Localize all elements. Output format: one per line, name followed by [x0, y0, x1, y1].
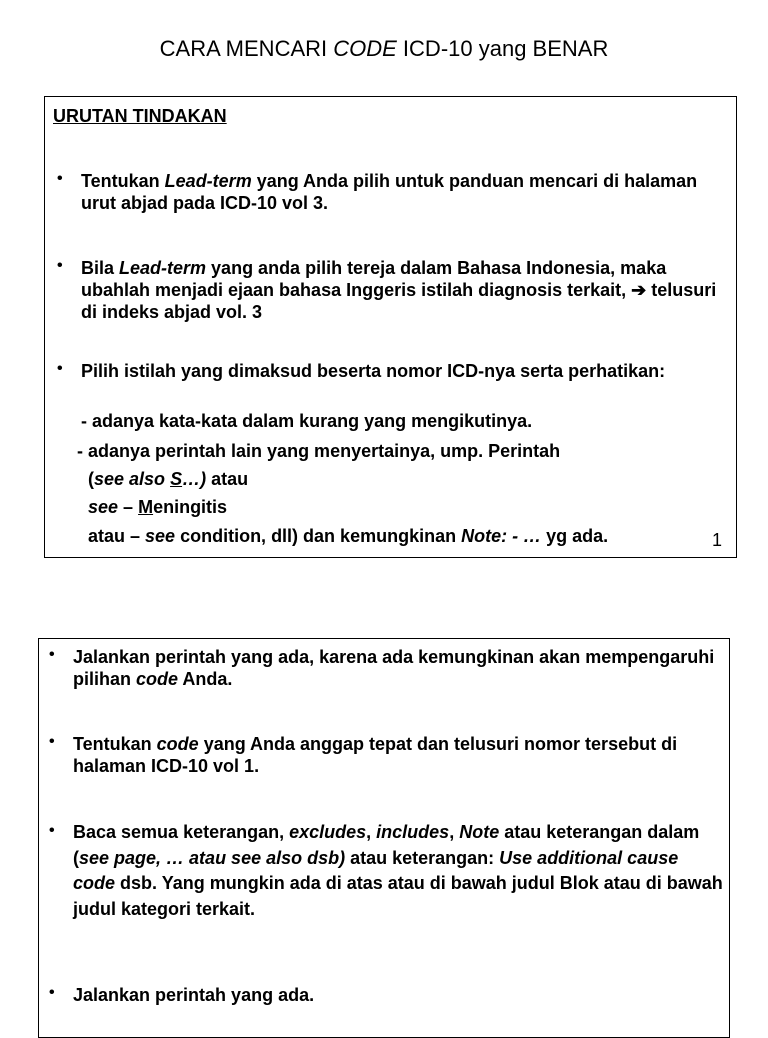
sub-item: - adanya kata-kata dalam kurang yang mengikutinya. [81, 411, 533, 431]
list-item: • Jalankan perintah yang ada. [49, 984, 315, 1005]
sub-item: (see also S…) atau [88, 469, 249, 489]
list-item: • Pilih istilah yang dimaksud beserta nomor ICD-nya serta perhatikan: [57, 360, 666, 381]
list-item: • Jalankan perintah yang ada, karena ada kemungkinan akan mempengaruhi pilihan code Anda. [49, 646, 715, 689]
bullet-icon: • [57, 257, 63, 274]
bullet-icon: • [49, 733, 55, 750]
bullet-icon: • [49, 646, 55, 663]
slide-box-2 [38, 638, 730, 1038]
page-title: CARA MENCARI CODE ICD-10 yang BENAR [159, 36, 609, 61]
bullet-icon: • [49, 822, 55, 839]
list-item: • Baca semua keterangan, excludes, includes, Note atau keterangan dalam (see page, … atau see also dsb) atau keterangan: Use additional cause code dsb. Yang mungkin ada di atas atau di bawah judul Blok atau di bawah judul kategori terkait. [45, 820, 725, 922]
list-item: • Bila Lead-term yang anda pilih tereja dalam Bahasa Indonesia, maka ubahlah menjadi ejaan bahasa Inggeris istilah diagnosis terkait, ➔ telusuri di indeks abjad vol. 3 [57, 257, 717, 322]
bullet-icon: • [49, 984, 55, 1001]
slide-box-1 [44, 96, 737, 558]
list-item: • Tentukan code yang Anda anggap tepat dan telusuri nomor tersebut di halaman ICD-10 vol 1. [49, 733, 678, 776]
bullet-icon: • [57, 170, 63, 187]
page-number: 1 [711, 530, 722, 550]
arrow-right-icon: ➔ [631, 280, 647, 300]
sub-item: see – Meningitis [88, 497, 228, 517]
section-heading: URUTAN TINDAKAN [53, 106, 227, 126]
sub-item: atau – see condition, dll) dan kemungkinan Note: - … yg ada. [88, 526, 609, 546]
list-item: • Tentukan Lead-term yang Anda pilih untuk panduan mencari di halaman urut abjad pada ICD-10 vol 3. [57, 170, 698, 213]
sub-item: - adanya perintah lain yang menyertainya, ump. Perintah [77, 441, 561, 461]
bullet-icon: • [57, 360, 63, 377]
